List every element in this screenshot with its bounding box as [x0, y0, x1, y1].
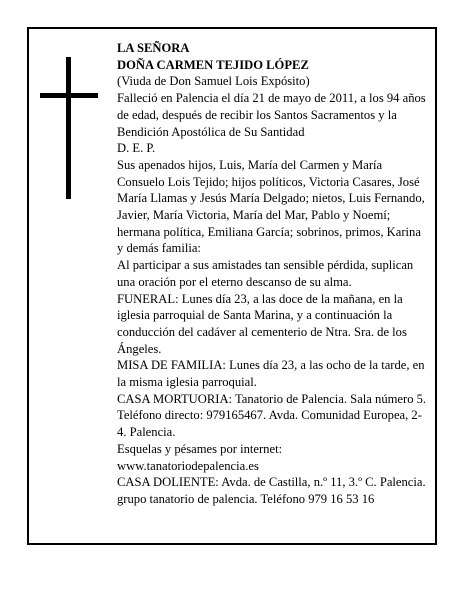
death-info: Falleció en Palencia el día 21 de mayo de 2011, a los 94 años de edad, después de recibir los Santos Sacramentos y la Bendición Apostólica de Su Santidad — [117, 91, 426, 139]
rip-line: D. E. P. — [117, 141, 156, 156]
cross-horizontal-bar — [40, 93, 98, 98]
prayer-request: Al participar a sus amistades tan sensible pérdida, suplican una oración por el eterno descanso de su alma. — [117, 258, 414, 289]
condolences-url: www.tanatoriodepalencia.es — [117, 458, 259, 473]
footer-line: grupo tanatorio de palencia. Teléfono 979 16 53 16 — [117, 491, 375, 506]
deceased-name: DOÑA CARMEN TEJIDO LÓPEZ — [117, 57, 309, 72]
widow-of: (Viuda de Don Samuel Lois Expósito) — [117, 74, 310, 89]
obituary-text — [117, 40, 429, 508]
grieving-home-info: CASA DOLIENTE: Avda. de Castilla, n.º 11, 3.º C. Palencia. — [117, 475, 426, 490]
title-line: LA SEÑORA — [117, 41, 190, 55]
cross-vertical-bar — [66, 57, 71, 199]
condolences-label: Esquelas y pésames por internet: — [117, 441, 283, 456]
cross-icon — [40, 57, 98, 199]
family-list: Sus apenados hijos, Luis, María del Carmen y María Consuelo Lois Tejido; hijos políticos, Victoria Casares, José María Llamas y Jesús María Delgado; nietos, Luis Fernando, Javier, María Victoria, María del Mar, Pablo y Noemí; hermana política, Emiliana García; sobrinos, primos, Karina y demás familia: — [117, 157, 425, 256]
funeral-info: FUNERAL: Lunes día 23, a las doce de la mañana, en la iglesia parroquial de Santa Marina, y a continuación la conducción del cadáver al cementerio de Ntra. Sra. de los Ángeles. — [117, 291, 407, 356]
family-mass-info: MISA DE FAMILIA: Lunes día 23, a las ocho de la tarde, en la misma iglesia parroquial. — [117, 358, 425, 390]
mortuary-info: CASA MORTUORIA: Tanatorio de Palencia. Sala número 5. Teléfono directo: 979165467. Avda. Comunidad Europea, 2-4. Palencia. — [117, 391, 427, 440]
obituary-frame — [27, 27, 437, 545]
